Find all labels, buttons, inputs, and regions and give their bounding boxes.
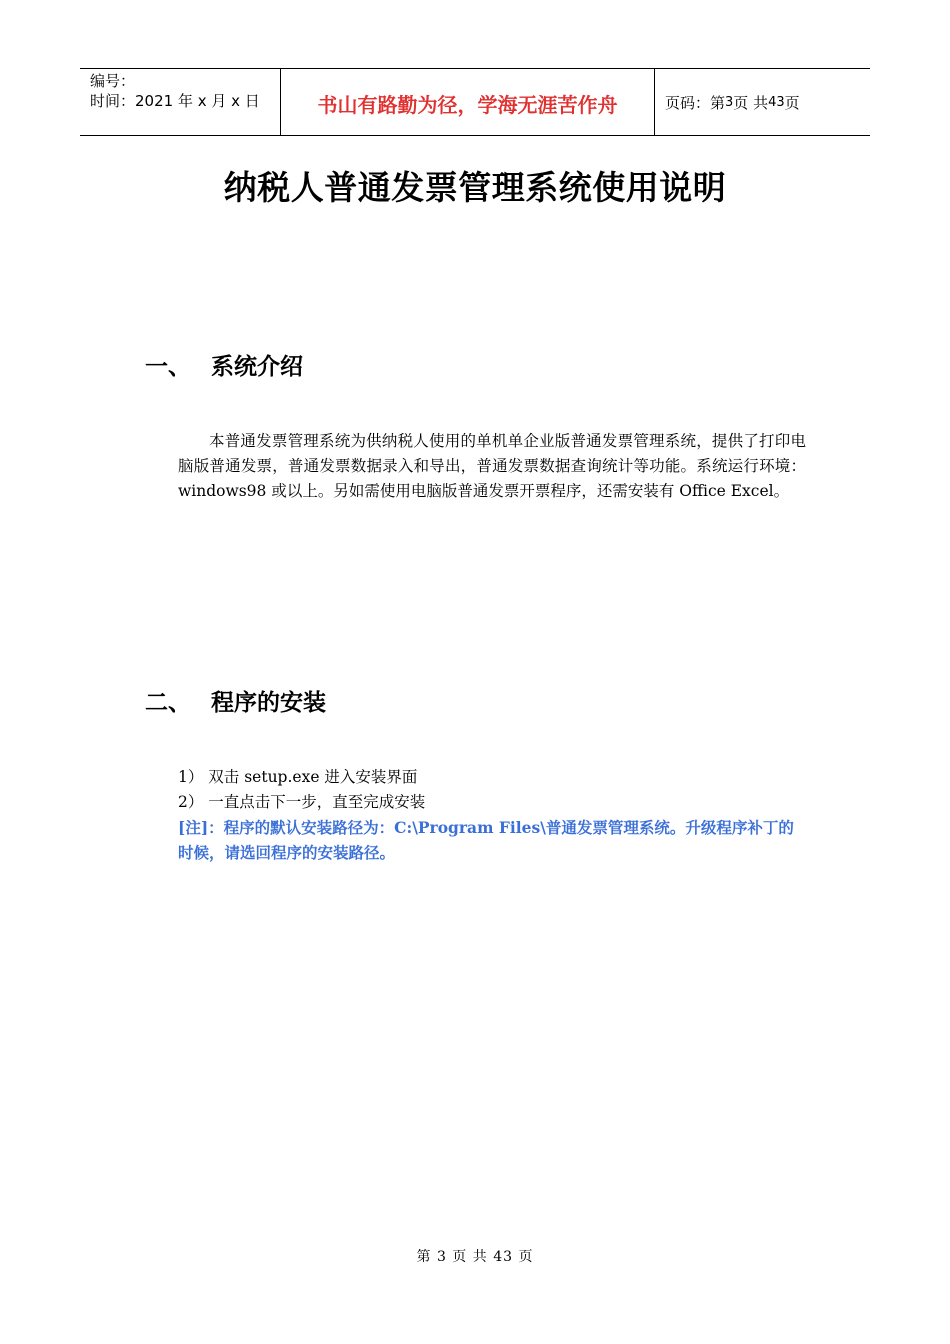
header-page-info — [655, 69, 870, 135]
section-title: 系统介绍 — [211, 354, 303, 380]
page-prefix: 页码：第 — [665, 93, 726, 112]
page-mid: 页 共 — [733, 93, 769, 112]
section-number: 一、 — [145, 354, 191, 380]
install-step-2: 2） 一直点击下一步，直至完成安装 — [178, 793, 426, 811]
document-time: 时间：2021 年 x 月 x 日 — [90, 92, 260, 110]
document-number: 编号： — [90, 72, 136, 90]
section-heading-install — [145, 684, 326, 717]
header-motto: 书山有路勤为径，学海无涯苦作舟 — [281, 69, 655, 135]
section-number: 二、 — [145, 690, 191, 716]
intro-paragraph: 本普通发票管理系统为供纳税人使用的单机单企业版普通发票管理系统，提供了打印电脑版普通发票，普通发票数据录入和导出，普通发票数据查询统计等功能。系统运行环境：windows98 或以上。另如需使用电脑版普通发票开票程序，还需安装有 Office Excel。 — [178, 432, 806, 500]
install-note: [注]：程序的默认安装路径为：C:\Program Files\普通发票管理系统。升级程序补丁的时候，请选回程序的安装路径。 — [178, 818, 794, 862]
page-suffix: 页 — [784, 93, 800, 112]
page-header — [80, 68, 870, 136]
page-current: 3 — [725, 94, 734, 110]
document-title: 纳税人普通发票管理系统使用说明 — [223, 168, 727, 207]
install-step-1: 1） 双击 setup.exe 进入安装界面 — [178, 768, 418, 786]
page-footer: 第 3 页 共 43 页 — [416, 1249, 534, 1265]
section-title: 程序的安装 — [211, 690, 326, 716]
page-total: 43 — [768, 94, 785, 110]
section-heading-intro — [145, 348, 303, 381]
header-meta — [80, 69, 281, 135]
